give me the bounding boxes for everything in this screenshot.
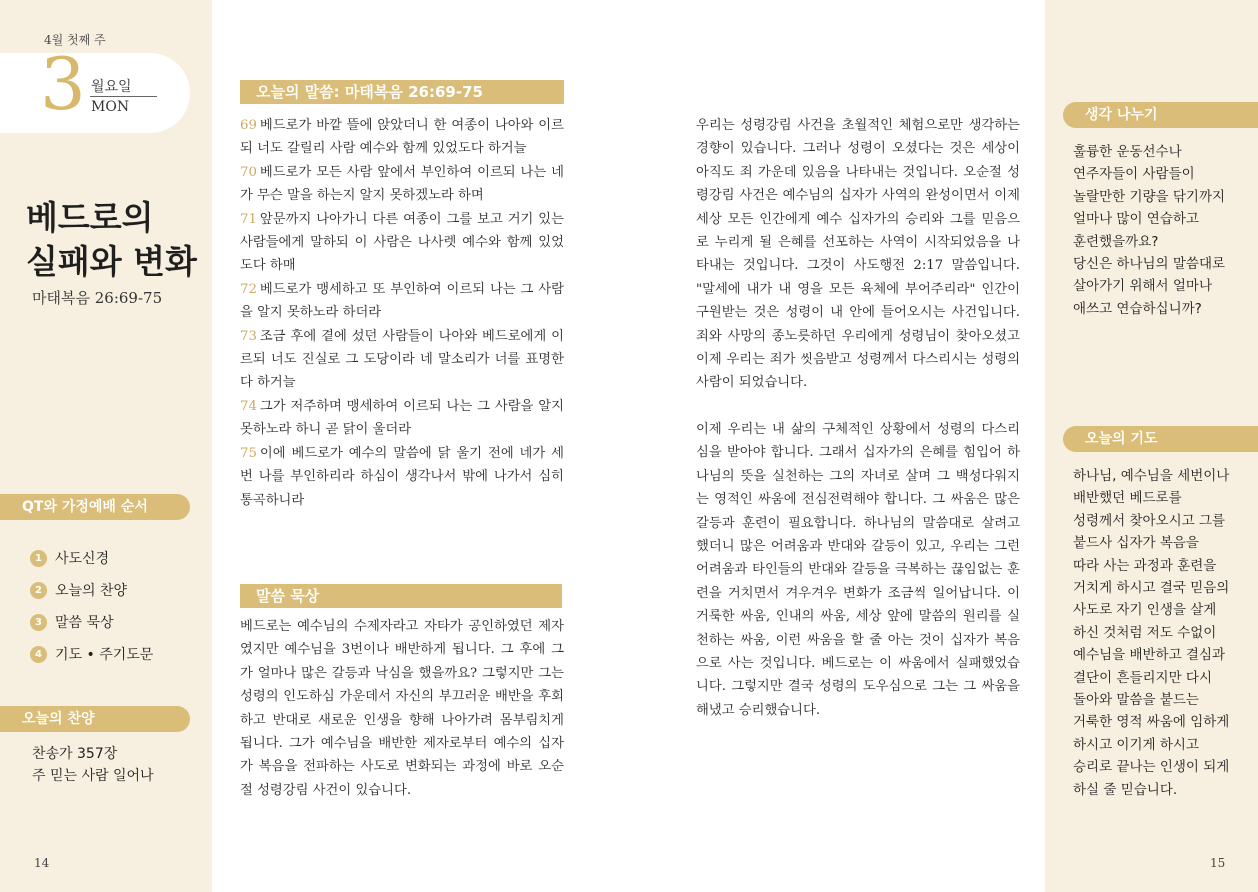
page-number-left: 14 bbox=[34, 856, 50, 870]
verse-number: 70 bbox=[240, 164, 257, 180]
list-item bbox=[30, 606, 153, 638]
verse-text: 베드로가 바깥 뜰에 앉았더니 한 여종이 나아와 이르되 너도 갈릴리 사람 예수와 함께 있었도다 하거늘 bbox=[240, 118, 564, 157]
order-label: 기도 • 주기도문 bbox=[55, 647, 154, 663]
qt-order-heading: QT와 가정예배 순서 bbox=[0, 494, 190, 520]
verse bbox=[240, 161, 564, 208]
verse bbox=[240, 208, 564, 278]
verse bbox=[240, 114, 564, 161]
verse bbox=[240, 325, 564, 395]
list-item bbox=[30, 574, 153, 606]
hymn-number: 찬송가 357장 bbox=[32, 746, 118, 762]
verse-text: 앞문까지 나아가니 다른 여종이 그를 보고 거기 있는 사람들에게 말하되 이 사람은 나사렛 예수와 함께 있었도다 하매 bbox=[240, 211, 564, 274]
order-number: 3 bbox=[30, 614, 47, 631]
qt-order-list bbox=[30, 542, 153, 670]
prayer-text: 하나님, 예수님을 세번이나 배반했던 베드로를 성령께서 찾아오시고 그를 붙드사 십자가 복음을 따라 사는 과정과 훈련을 거치게 하시고 결국 믿음의 사도로 자기 인생을 살게 하신 것처럼 저도 수없이 예수님을 배반하고 결심과 결단이 흔들리지만 다시 돌아와 말씀을 붙드는 거룩한 영적 싸움에 임하게 하시고 이기게 하시고 승리로 끝나는 인생이 되게 하실 줄 믿습니다. bbox=[1073, 468, 1230, 798]
verse-number: 74 bbox=[240, 398, 257, 414]
meditation-paragraph-2: 우리는 성령강림 사건을 초월적인 체험으로만 생각하는 경향이 있습니다. 그러나 성령이 오셨다는 것은 세상이 아직도 죄 가운데 있음을 나타내는 것입니다. 오순절 성령강림 사건은 예수님의 십자가 사역의 완성이면서 이제 세상 모든 인간에게 예수 십자가의 승리와 그를 믿음으로 누리게 될 은혜를 선포하는 사역이 시작되었음을 나타내는 것입니다. 그것이 사도행전 2:17 말씀입니다. "말세에 내가 내 영을 모든 육체에 부어주리라" 인간이 구원받는 것은 성령이 내 안에 들어오시는 사건입니다. 죄와 사망의 종노릇하던 우리에게 성령님이 찾아오셨고 이제 우리는 죄가 씻음받고 성령께서 다스리시는 성령의 사람이 되었습니다. bbox=[696, 118, 1020, 391]
hymn-title: 주 믿는 사람 일어나 bbox=[32, 768, 154, 784]
list-item bbox=[30, 638, 153, 670]
verse bbox=[240, 442, 564, 512]
meditation-heading: 말씀 묵상 bbox=[240, 584, 562, 608]
order-number: 1 bbox=[30, 550, 47, 567]
verse-text: 베드로가 모든 사람 앞에서 부인하여 이르되 나는 네가 무슨 말을 하는지 알지 못하겠노라 하며 bbox=[240, 164, 564, 204]
page-number-right: 15 bbox=[1210, 856, 1226, 870]
verse bbox=[240, 278, 564, 325]
day-korean: 월요일 bbox=[91, 79, 132, 95]
order-label: 말씀 묵상 bbox=[55, 615, 114, 631]
sharing-heading: 생각 나누기 bbox=[1063, 102, 1258, 128]
order-label: 사도신경 bbox=[55, 551, 110, 567]
day-english: MON bbox=[91, 99, 130, 115]
verse-text: 이에 베드로가 예수의 말씀에 닭 울기 전에 네가 세 번 나를 부인하리라 하심이 생각나서 밖에 나가서 심히 통곡하니라 bbox=[240, 445, 564, 508]
prayer-heading: 오늘의 기도 bbox=[1063, 426, 1258, 452]
verse-number: 69 bbox=[240, 118, 257, 133]
verse-number: 71 bbox=[240, 211, 257, 227]
order-number: 4 bbox=[30, 646, 47, 663]
hymn-info bbox=[32, 743, 154, 787]
verse-number: 73 bbox=[240, 328, 257, 344]
meditation-paragraph-1: 베드로는 예수님의 수제자라고 자타가 공인하였던 제자였지만 예수님을 3번이나 배반하게 됩니다. 그 후에 그가 얼마나 많은 갈등과 낙심을 했을까요? 그렇지만 그는 성령의 인도하심 가운데서 자신의 부끄러운 배반을 후회하고 반대로 새로운 인생을 향해 나아가려 몸부림치게 됩니다. 그가 예수님을 배반한 제자로부터 예수의 십자가 복음을 전파하는 사도로 변화되는 과정에 바로 오순절 성령강림 사건이 있습니다. bbox=[240, 619, 564, 798]
meditation-column-2 bbox=[696, 114, 1020, 745]
verse-text: 베드로가 맹세하고 또 부인하여 이르되 나는 그 사람을 알지 못하노라 하더라 bbox=[240, 281, 564, 321]
sharing-text: 훌륭한 운동선수나 연주자들이 사람들이 놀랄만한 기량을 닦기까지 얼마나 많이 연습하고 훈련했을까요? 당신은 하나님의 말씀대로 살아가기 위해서 얼마나 애쓰고 연습하십니까? bbox=[1073, 144, 1226, 317]
scripture-text bbox=[240, 114, 564, 512]
order-number: 2 bbox=[30, 582, 47, 599]
day-number: 3 bbox=[40, 42, 86, 126]
scripture-reference: 마태복음 26:69-75 bbox=[32, 289, 163, 307]
week-label: 4월 첫째 주 bbox=[44, 33, 106, 47]
verse-number: 72 bbox=[240, 281, 257, 297]
title-line-1: 베드로의 bbox=[26, 198, 154, 237]
meditation-paragraph-3: 이제 우리는 내 삶의 구체적인 상황에서 성령의 다스리심을 받아야 합니다. 그래서 십자가의 은혜를 힘입어 하나님의 뜻을 실천하는 그의 자녀로 살며 그 백성다워지는 영적인 싸움에 전심전력해야 합니다. 그 싸움은 많은 갈등과 훈련이 필요합니다. 하나님의 말씀대로 살려고 했더니 많은 어려움과 반대와 갈등이 있고, 우리는 그런 어려움과 타인들의 반대와 갈등을 극복하는 끊임없는 훈련을 거치면서 겨우겨우 변화가 조금씩 일어납니다. 이 거룩한 싸움, 인내의 싸움, 세상 앞에 말씀의 원리를 실천하는 싸움, 이런 싸움을 할 줄 아는 것이 십자가 복음으로 사는 것입니다. 베드로는 이 싸움에서 실패했었습니다. 그렇지만 결국 성령의 도우심으로 그는 그 싸움을 해냈고 승리했습니다. bbox=[696, 421, 1020, 718]
page-title bbox=[26, 196, 197, 284]
verse-number: 75 bbox=[240, 445, 257, 461]
list-item bbox=[30, 542, 153, 574]
hymn-heading: 오늘의 찬양 bbox=[0, 706, 190, 732]
verse bbox=[240, 395, 564, 442]
day-divider bbox=[90, 96, 157, 97]
verse-text: 조금 후에 곁에 섰던 사람들이 나아와 베드로에게 이르되 너도 진실로 그 도당이라 네 말소리가 너를 표명한다 하거늘 bbox=[240, 328, 564, 391]
order-label: 오늘의 찬양 bbox=[55, 583, 128, 599]
verse-text: 그가 저주하며 맹세하여 이르되 나는 그 사람을 알지 못하노라 하니 곧 닭이 울더라 bbox=[240, 398, 564, 438]
scripture-heading: 오늘의 말씀: 마태복음 26:69-75 bbox=[240, 80, 564, 104]
title-line-2: 실패와 변화 bbox=[26, 242, 197, 281]
